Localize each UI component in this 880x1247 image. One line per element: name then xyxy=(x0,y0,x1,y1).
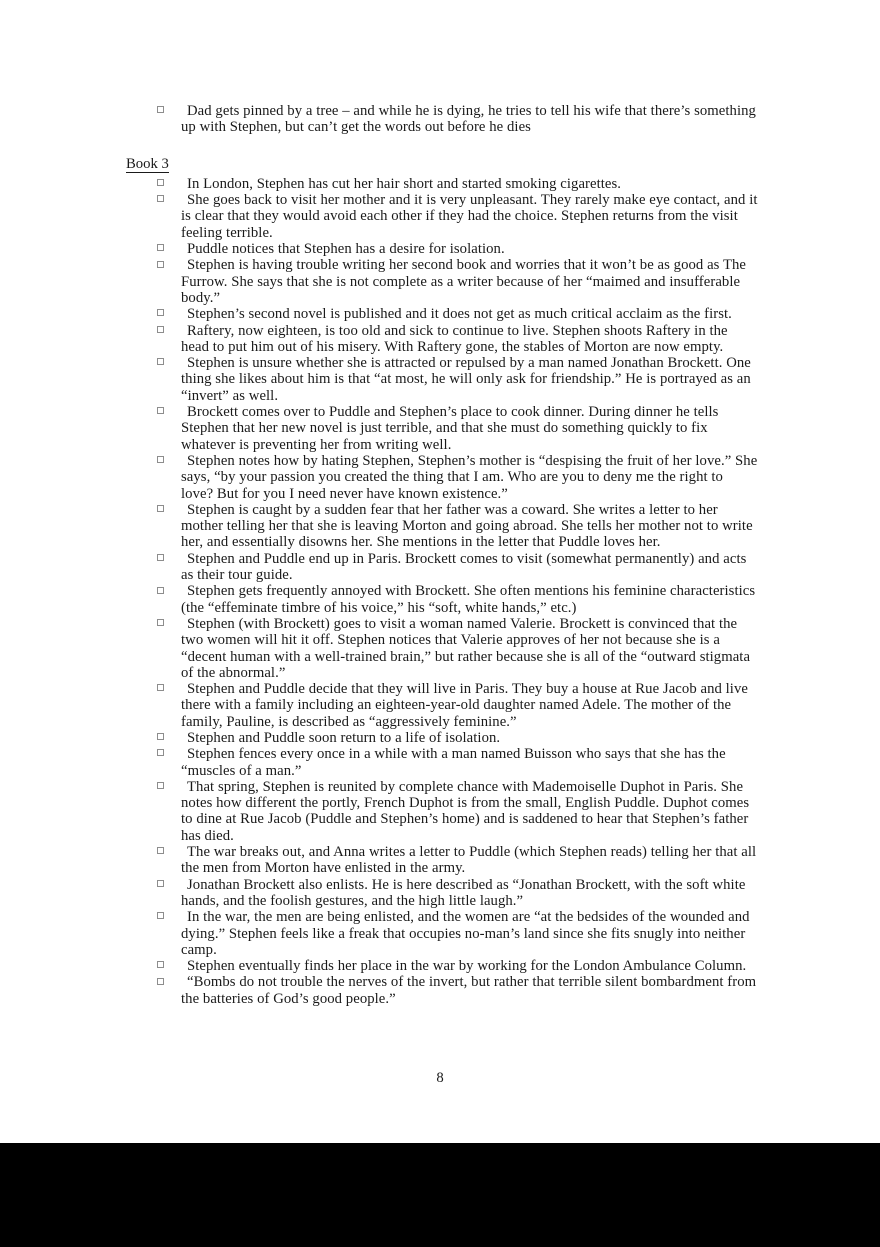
list-item-text: Dad gets pinned by a tree – and while he is dying, he tries to tell his wife that there’s something up with Stephen, but can’t get the words out before he dies xyxy=(181,103,756,136)
list-item-text: The war breaks out, and Anna writes a letter to Puddle (which Stephen reads) telling her that all the men from Morton have enlisted in the army. xyxy=(181,844,757,877)
list-item-text: Stephen is unsure whether she is attracted or repulsed by a man named Jonathan Brockett. One thing she likes about him is that “at most, he will only ask for friendship.” He is portrayed as an “invert” as well. xyxy=(181,355,751,404)
hollow-square-bullet-icon xyxy=(157,961,164,968)
hollow-square-bullet-icon xyxy=(157,358,164,365)
list-item-text: Stephen is caught by a sudden fear that her father was a coward. She writes a letter to her mother telling her that she is leaving Morton and going abroad. She tells her mother not to write her, and essentially disowns her. She mentions in the letter that Puddle loves her. xyxy=(181,501,753,551)
list-item-text: Stephen eventually finds her place in the war by working for the London Ambulance Column. xyxy=(187,958,747,975)
hollow-square-bullet-icon xyxy=(157,309,164,316)
hollow-square-bullet-icon xyxy=(157,684,164,691)
list-item xyxy=(126,257,758,306)
list-item-text: Puddle notices that Stephen has a desire for isolation. xyxy=(187,241,505,258)
list-item xyxy=(126,103,758,136)
hollow-square-bullet-icon xyxy=(157,261,164,268)
list-item xyxy=(126,192,758,241)
page-number: 8 xyxy=(436,1070,444,1086)
list-item-text: Stephen and Puddle soon return to a life of isolation. xyxy=(187,729,501,746)
section-heading: Book 3 xyxy=(126,155,169,172)
list-item xyxy=(126,583,758,616)
list-item xyxy=(126,974,758,1007)
hollow-square-bullet-icon xyxy=(157,505,164,512)
list-item xyxy=(126,355,758,404)
section-heading-row xyxy=(126,155,758,173)
list-item-text: Stephen is having trouble writing her second book and worries that it won’t be as good as The Furrow. She says that she is not complete as a writer because of her “maimed and insufferable body.” xyxy=(181,257,747,306)
hollow-square-bullet-icon xyxy=(157,847,164,854)
list-item xyxy=(126,779,758,844)
list-item-text: Raftery, now eighteen, is too old and sick to continue to live. Stephen shoots Raftery in the head to put him out of his misery. With Raftery gone, the stables of Morton are now empty. xyxy=(181,322,728,355)
list-item xyxy=(126,323,758,356)
list-item-text: Stephen’s second novel is published and it does not get as much critical acclaim as the first. xyxy=(187,306,732,323)
list-item xyxy=(126,616,758,681)
list-item-text: Stephen (with Brockett) goes to visit a woman named Valerie. Brockett is convinced that the two women will hit it off. Stephen notices that Valerie approves of her not because she is a “decent human with a well-trained brain,” but rather because she is all of the “outward stigmata of the abnormal.” xyxy=(181,615,751,681)
list-item-text: Stephen fences every once in a while with a man named Buisson who says that she has the “muscles of a man.” xyxy=(181,746,726,779)
list-item xyxy=(126,730,758,746)
hollow-square-bullet-icon xyxy=(157,244,164,251)
hollow-square-bullet-icon xyxy=(157,978,164,985)
list-item xyxy=(126,306,758,322)
list-item-text: Brockett comes over to Puddle and Stephen’s place to cook dinner. During dinner he tells Stephen that her new novel is just terrible, and that she must do something quickly to fix whatever is preventing her from writing well. xyxy=(181,404,719,453)
hollow-square-bullet-icon xyxy=(157,554,164,561)
list-item xyxy=(126,877,758,910)
list-item-text: Stephen and Puddle end up in Paris. Brockett comes to visit (somewhat permanently) and acts as their tour guide. xyxy=(181,550,747,584)
hollow-square-bullet-icon xyxy=(157,106,164,113)
hollow-square-bullet-icon xyxy=(157,619,164,626)
list-item-text: Stephen gets frequently annoyed with Brockett. She often mentions his feminine characteristics (the “effeminate timbre of his voice,” his “soft, white hands,” etc.) xyxy=(181,583,756,616)
hollow-square-bullet-icon xyxy=(157,195,164,202)
list-item xyxy=(126,844,758,877)
hollow-square-bullet-icon xyxy=(157,880,164,887)
hollow-square-bullet-icon xyxy=(157,749,164,756)
hollow-square-bullet-icon xyxy=(157,912,164,919)
list-item-text: Jonathan Brockett also enlists. He is here described as “Jonathan Brockett, with the soft white hands, and the foolish gestures, and the high little laugh.” xyxy=(181,876,746,909)
outline-list xyxy=(126,176,758,1007)
hollow-square-bullet-icon xyxy=(157,407,164,414)
bottom-black-band xyxy=(0,1143,880,1247)
list-item xyxy=(126,551,758,584)
hollow-square-bullet-icon xyxy=(157,179,164,186)
list-item-text: “Bombs do not trouble the nerves of the invert, but rather that terrible silent bombardment from the batteries of God’s good people.” xyxy=(181,974,757,1007)
hollow-square-bullet-icon xyxy=(157,733,164,740)
outline-list xyxy=(126,103,758,136)
hollow-square-bullet-icon xyxy=(157,326,164,333)
document-body xyxy=(126,103,758,1007)
hollow-square-bullet-icon xyxy=(157,782,164,789)
hollow-square-bullet-icon xyxy=(157,456,164,463)
list-item-text: Stephen notes how by hating Stephen, Stephen’s mother is “despising the fruit of her love.” She says, “by your passion you created the thing that I am. Who are you to deny me the right to love? But for you I need never have known existence.” xyxy=(181,452,758,502)
list-item xyxy=(126,502,758,551)
list-item xyxy=(126,746,758,779)
list-item xyxy=(126,958,758,974)
list-item xyxy=(126,176,758,192)
list-item-text: She goes back to visit her mother and it is very unpleasant. They rarely make eye contact, and it is clear that they would avoid each other if they had the choice. Stephen returns from the visit feeling terrible. xyxy=(181,192,758,241)
list-item-text: That spring, Stephen is reunited by complete chance with Mademoiselle Duphot in Paris. She notes how different the portly, French Duphot is from the small, English Puddle. Duphot comes to dine at Rue Jacob (Puddle and Stephen’s home) and is saddened to hear that Stephen’s father has died. xyxy=(181,778,750,844)
list-item xyxy=(126,241,758,257)
list-item xyxy=(126,453,758,502)
list-item xyxy=(126,909,758,958)
list-item-text: In London, Stephen has cut her hair short and started smoking cigarettes. xyxy=(187,175,622,192)
list-item-text: In the war, the men are being enlisted, and the women are “at the bedsides of the wounded and dying.” Stephen feels like a freak that occupies no-man’s land since she fits snugly into neither camp. xyxy=(181,909,750,958)
hollow-square-bullet-icon xyxy=(157,587,164,594)
list-item-text: Stephen and Puddle decide that they will live in Paris. They buy a house at Rue Jacob and live there with a family including an eighteen-year-old daughter named Adele. The mother of the family, Pauline, is described as “aggressively feminine.” xyxy=(181,681,748,730)
list-item xyxy=(126,404,758,453)
list-item xyxy=(126,681,758,730)
